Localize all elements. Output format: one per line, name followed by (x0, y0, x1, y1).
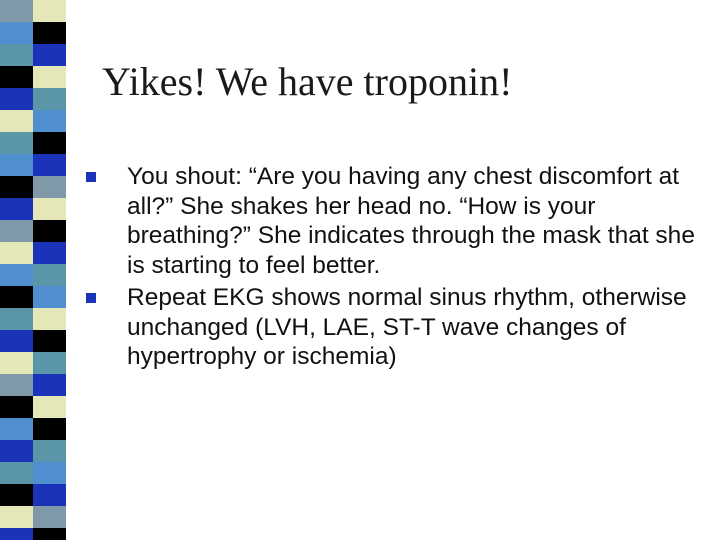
strip-block (33, 110, 66, 132)
strip-block (0, 308, 33, 330)
strip-block (0, 132, 33, 154)
strip-block (0, 44, 33, 66)
strip-block (0, 110, 33, 132)
strip-block (33, 22, 66, 44)
decorative-strip (0, 0, 66, 540)
bullet-text: You shout: “Are you having any chest discomfort at all?” She shakes her head no. “How is your breathing?” She indicates through the mask that she is starting to feel better. (127, 163, 695, 279)
bullet-list (86, 162, 706, 375)
strip-block (0, 506, 33, 528)
bullet-item (86, 283, 706, 372)
bullet-text: Repeat EKG shows normal sinus rhythm, otherwise unchanged (LVH, LAE, ST-T wave changes of hypertrophy or ischemia) (127, 284, 687, 370)
strip-block (0, 286, 33, 308)
strip-block (33, 374, 66, 396)
strip-block (33, 220, 66, 242)
strip-block (33, 506, 66, 528)
strip-block (0, 462, 33, 484)
strip-block (33, 198, 66, 220)
strip-block (33, 132, 66, 154)
strip-block (33, 264, 66, 286)
strip-block (0, 330, 33, 352)
strip-block (33, 440, 66, 462)
strip-block (0, 154, 33, 176)
strip-block (33, 308, 66, 330)
strip-block (0, 352, 33, 374)
strip-block (33, 484, 66, 506)
strip-block (0, 220, 33, 242)
strip-block (0, 264, 33, 286)
strip-block (33, 286, 66, 308)
strip-block (33, 528, 66, 540)
strip-block (0, 484, 33, 506)
strip-block (33, 242, 66, 264)
strip-block (33, 176, 66, 198)
square-bullet-icon (86, 172, 96, 182)
strip-block (33, 44, 66, 66)
strip-block (33, 0, 66, 22)
square-bullet-icon (86, 293, 96, 303)
strip-block (33, 418, 66, 440)
strip-block (0, 242, 33, 264)
strip-block (33, 88, 66, 110)
strip-block (0, 418, 33, 440)
strip-block (0, 528, 33, 540)
strip-block (0, 440, 33, 462)
strip-block (0, 22, 33, 44)
slide-title: Yikes! We have troponin! (102, 59, 513, 104)
strip-block (0, 396, 33, 418)
strip-block (33, 352, 66, 374)
strip-block (0, 176, 33, 198)
strip-block (33, 462, 66, 484)
strip-block (0, 88, 33, 110)
strip-block (0, 374, 33, 396)
strip-block (0, 198, 33, 220)
strip-block (33, 66, 66, 88)
strip-block (33, 154, 66, 176)
strip-block (33, 330, 66, 352)
bullet-item (86, 162, 706, 280)
strip-block (0, 0, 33, 22)
strip-block (0, 66, 33, 88)
strip-block (33, 396, 66, 418)
